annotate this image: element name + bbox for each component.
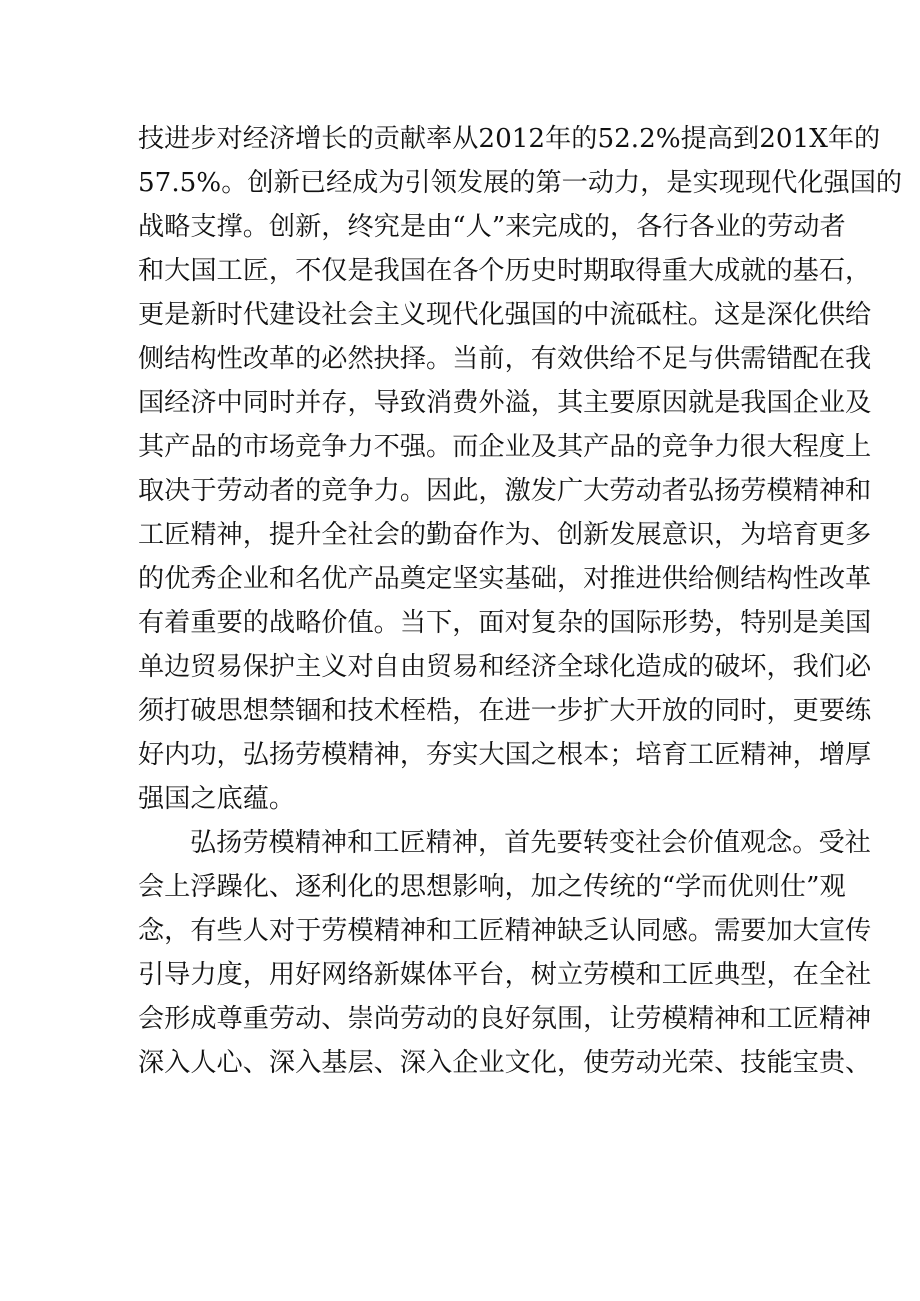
- text-line-13: 单边贸易保护主义对自由贸易和经济全球化造成的破坏，我们必: [138, 652, 872, 682]
- text-line-7: 国经济中同时并存，导致消费外溢，其主要原因就是我国企业及: [138, 388, 872, 418]
- text-line-11: 的优秀企业和名优产品奠定坚实基础，对推进供给侧结构性改革: [138, 564, 872, 594]
- text-line-17: 弘扬劳模精神和工匠精神，首先要转变社会价值观念。受社: [190, 828, 871, 858]
- text-line-22: 深入人心、深入基层、深入企业文化，使劳动光荣、技能宝贵、: [138, 1048, 872, 1078]
- text-line-15: 好内功，弘扬劳模精神，夯实大国之根本；培育工匠精神，增厚: [138, 740, 872, 770]
- text-line-8: 其产品的市场竞争力不强。而企业及其产品的竞争力很大程度上: [138, 432, 872, 462]
- text-line-21: 会形成尊重劳动、崇尚劳动的良好氛围，让劳模精神和工匠精神: [138, 1004, 872, 1034]
- text-line-10: 工匠精神，提升全社会的勤奋作为、创新发展意识，为培育更多: [138, 520, 872, 550]
- text-line-3: 战略支撑。创新，终究是由“人”来完成的，各行各业的劳动者: [138, 212, 846, 242]
- text-line-9: 取决于劳动者的竞争力。因此，激发广大劳动者弘扬劳模精神和: [138, 476, 872, 506]
- text-line-14: 须打破思想禁锢和技术桎梏，在进一步扩大开放的同时，更要练: [138, 696, 872, 726]
- text-line-16: 强国之底蕴。: [138, 784, 296, 814]
- text-line-20: 引导力度，用好网络新媒体平台，树立劳模和工匠典型，在全社: [138, 960, 872, 990]
- text-line-12: 有着重要的战略价值。当下，面对复杂的国际形势，特别是美国: [138, 608, 872, 638]
- text-line-19: 念，有些人对于劳模精神和工匠精神缺乏认同感。需要加大宣传: [138, 916, 872, 946]
- text-line-2: 57.5%。创新已经成为引领发展的第一动力，是实现现代化强国的: [138, 168, 903, 198]
- text-line-5: 更是新时代建设社会主义现代化强国的中流砥柱。这是深化供给: [138, 300, 872, 330]
- text-line-4: 和大国工匠，不仅是我国在各个历史时期取得重大成就的基石，: [138, 256, 872, 286]
- text-line-1: 技进步对经济增长的贡献率从2012年的52.2%提高到201X年的: [138, 124, 881, 154]
- text-line-18: 会上浮躁化、逐利化的思想影响，加之传统的“学而优则仕”观: [138, 872, 846, 902]
- text-line-6: 侧结构性改革的必然抉择。当前，有效供给不足与供需错配在我: [138, 344, 872, 374]
